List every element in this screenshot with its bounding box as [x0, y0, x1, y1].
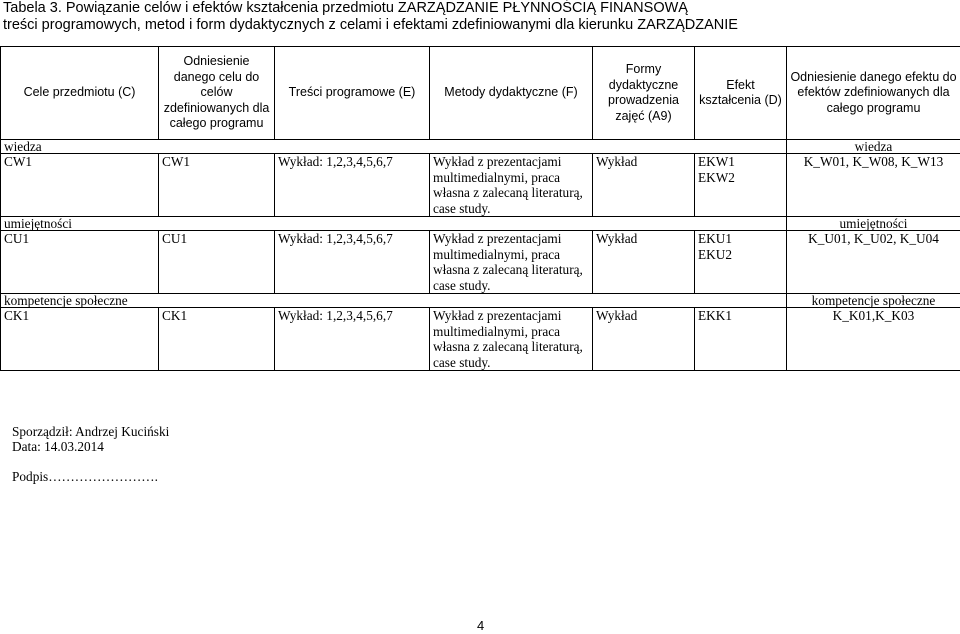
section-right-label-kompetencje: kompetencje społeczne [787, 294, 960, 308]
efekt-cell [695, 154, 787, 217]
cel-cell: CW1 [1, 154, 159, 217]
header-cele: Cele przedmiotu (C) [1, 47, 159, 140]
cel-cell: CU1 [1, 231, 159, 294]
section-label-kompetencje: kompetencje społeczne [1, 294, 787, 308]
efekt-cell [695, 308, 787, 371]
header-tresci: Treści programowe (E) [275, 47, 430, 140]
page-number: 4 [477, 618, 485, 633]
document-date: Data: 14.03.2014 [12, 439, 104, 454]
metody-cell: Wykład z prezentacjami multimedialnymi, praca własna z zalecaną literaturą, case study. [430, 231, 593, 294]
metody-cell: Wykład z prezentacjami multimedialnymi, praca własna z zalecaną literaturą, case study. [430, 154, 593, 217]
section-row-wiedza [1, 140, 960, 154]
header-odniesienie-efektu: Odniesienie danego efektu do efektów zdefiniowanych dla całego programu [787, 47, 960, 140]
caption-line-1: Tabela 3. Powiązanie celów i efektów kształcenia przedmiotu ZARZĄDZANIE PŁYNNOŚCIĄ FINANSOWĄ [3, 0, 688, 16]
header-efekt: Efekt kształcenia (D) [695, 47, 787, 140]
tresci-cell: Wykład: 1,2,3,4,5,6,7 [275, 154, 430, 217]
cel-cell: CK1 [1, 308, 159, 371]
table-row [1, 154, 960, 217]
table-caption [3, 0, 738, 34]
efekt-line-2: EKW2 [698, 169, 735, 185]
header-formy: Formy dydaktyczne prowadzenia zajęć (A9) [593, 47, 695, 140]
efekt-line-1: EKK1 [698, 308, 732, 323]
table-row [1, 231, 960, 294]
section-right-label-umiejetnosci: umiejętności [787, 217, 960, 231]
odniesienie-efektu-cell: K_W01, K_W08, K_W13 [787, 154, 960, 217]
metody-cell: Wykład z prezentacjami multimedialnymi, praca własna z zalecaną literaturą, case study. [430, 308, 593, 371]
efekt-line-1: EKW1 [698, 154, 735, 169]
efekt-line-1: EKU1 [698, 231, 732, 246]
section-label-wiedza: wiedza [1, 140, 787, 154]
odniesienie-celu-cell: CK1 [159, 308, 275, 371]
section-label-umiejetnosci: umiejętności [1, 217, 787, 231]
caption-line-2: treści programowych, metod i form dydaktycznych z celami i efektami zdefiniowanymi dla kierunku ZARZĄDZANIE [3, 17, 738, 33]
efekt-cell [695, 231, 787, 294]
header-metody: Metody dydaktyczne (F) [430, 47, 593, 140]
tresci-cell: Wykład: 1,2,3,4,5,6,7 [275, 231, 430, 294]
tresci-cell: Wykład: 1,2,3,4,5,6,7 [275, 308, 430, 371]
course-effects-table [0, 46, 960, 371]
document-footer [12, 424, 169, 484]
odniesienie-efektu-cell: K_K01,K_K03 [787, 308, 960, 371]
forma-cell: Wykład [593, 154, 695, 217]
header-row [1, 47, 960, 140]
odniesienie-efektu-cell: K_U01, K_U02, K_U04 [787, 231, 960, 294]
odniesienie-celu-cell: CW1 [159, 154, 275, 217]
header-odniesienie-celu: Odniesienie danego celu do celów zdefiniowanych dla całego programu [159, 47, 275, 140]
prepared-by: Sporządził: Andrzej Kuciński [12, 424, 170, 439]
table-row [1, 308, 960, 371]
section-row-umiejetnosci [1, 217, 960, 231]
forma-cell: Wykład [593, 308, 695, 371]
section-right-label-wiedza: wiedza [787, 140, 960, 154]
efekt-line-2: EKU2 [698, 246, 732, 262]
section-row-kompetencje [1, 294, 960, 308]
odniesienie-celu-cell: CU1 [159, 231, 275, 294]
signature-line: Podpis……………………. [12, 469, 158, 484]
forma-cell: Wykład [593, 231, 695, 294]
